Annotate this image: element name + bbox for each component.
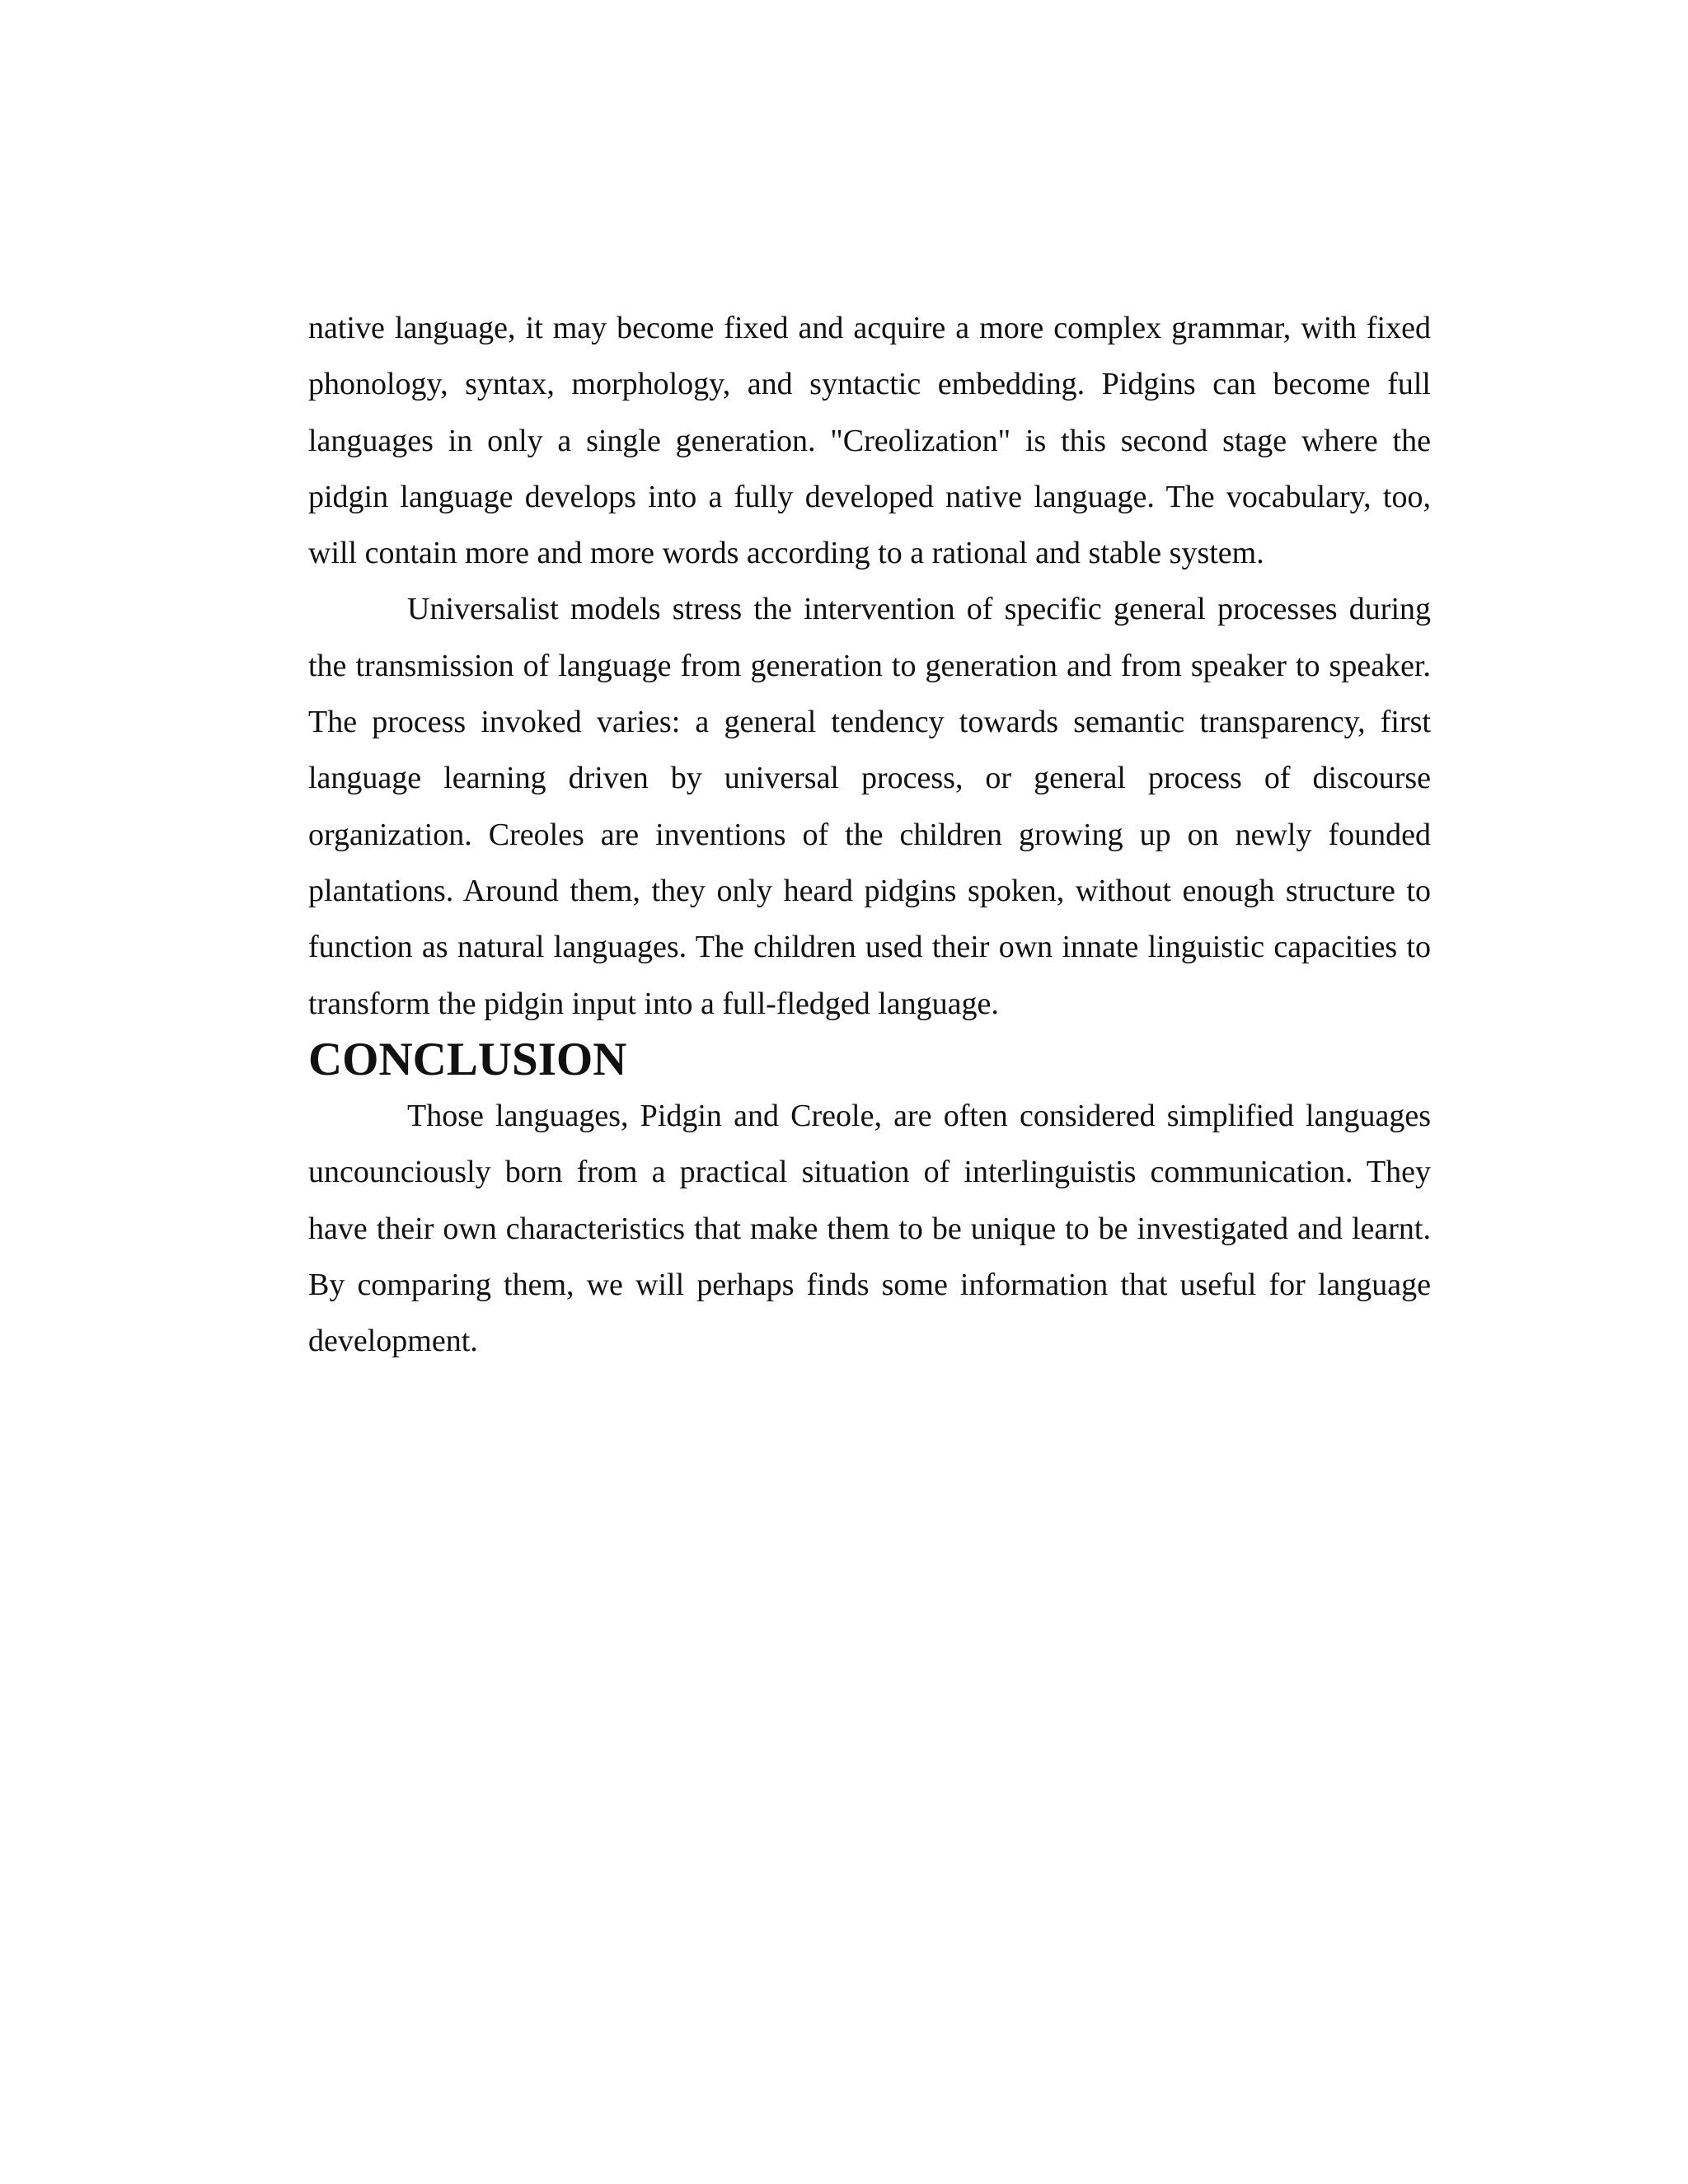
section-heading-conclusion: CONCLUSION — [308, 1033, 627, 1085]
paragraph-creolization: native language, it may become fixed and acquire a more complex grammar, with fixed phonology, syntax, morphology, and syntactic embedding. Pidgins can become full languages in only a single generation. "Creolization" is this second stage where the pidgin language develops into a fully developed native language. The vocabulary, too, will contain more and more words according to a rational and stable system. — [308, 311, 1431, 571]
paragraph-universalist-models: Universalist models stress the intervention of specific general processes during the transmission of language from generation to generation and from speaker to speaker. The process invoked varies: a general tendency towards semantic transparency, first language learning driven by universal process, or general process of discourse organization. Creoles are inventions of the children growing up on newly founded plantations. Around them, they only heard pidgins spoken, without enough structure to function as natural languages. The children used their own innate linguistic capacities to transform the pidgin input into a full-fledged language. — [308, 592, 1431, 1021]
body-text — [308, 300, 1431, 1370]
paragraph-conclusion: Those languages, Pidgin and Creole, are often considered simplified languages uncounciously born from a practical situation of interlinguistis communication. They have their own characteristics that make them to be unique to be investigated and learnt. By comparing them, we will perhaps finds some information that useful for language development. — [308, 1099, 1431, 1359]
